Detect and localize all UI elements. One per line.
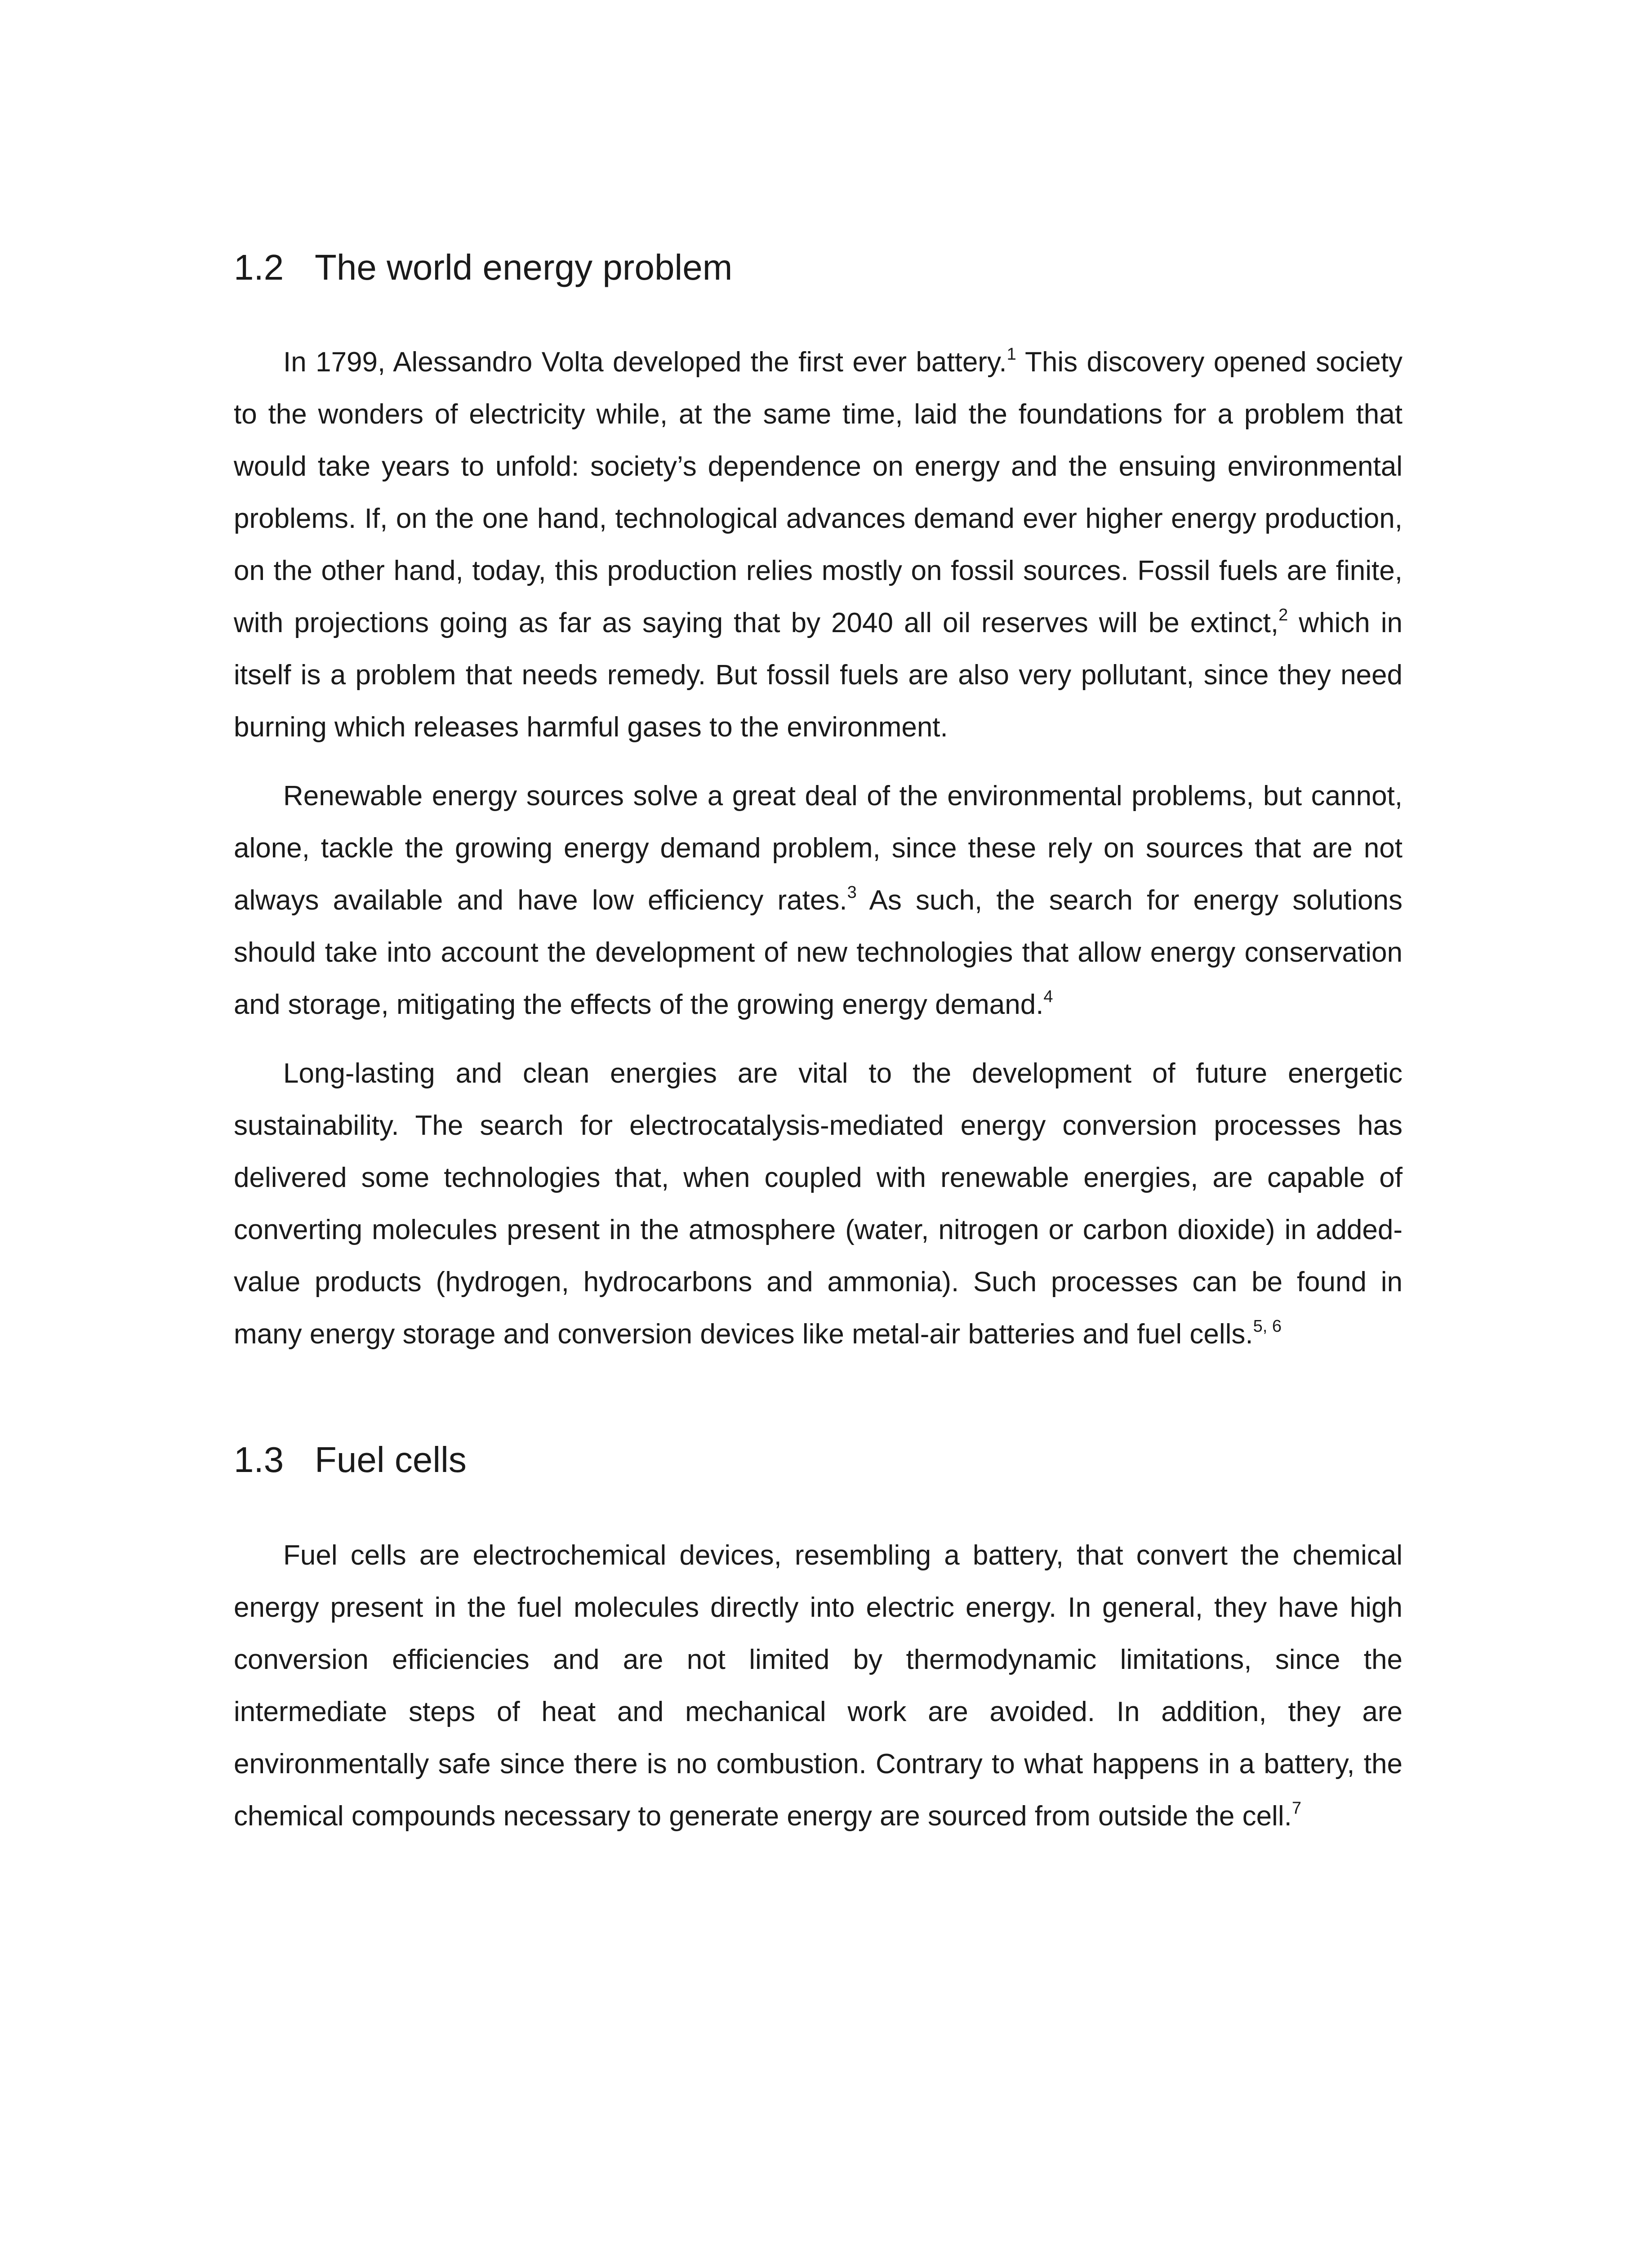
paragraph: [234, 1048, 1403, 1360]
paragraph-text: In 1799, Alessandro Volta developed the first ever battery.: [283, 347, 1007, 378]
section-number: 1.2: [234, 247, 284, 287]
section-number: 1.3: [234, 1440, 284, 1480]
citation-marker: 5, 6: [1253, 1317, 1282, 1336]
paragraph-text: Renewable energy sources solve a great deal of the environmental problems, but cannot, alone, tackle the growing energy demand problem, since these rely on sources that are not always available and have low efficiency rates.: [234, 781, 1403, 916]
paragraph-text: Long-lasting and clean energies are vital to the development of future energetic sustainability. The search for electrocatalysis-mediated energy conversion processes has delivered some technologies that, when coupled with renewable energies, are capable of converting molecules present in the atmosphere (water, nitrogen or carbon dioxide) in added-value products (hydrogen, hydrocarbons and ammonia). Such processes can be found in many energy storage and conversion devices like metal-air batteries and fuel cells.: [234, 1058, 1403, 1350]
section-heading: [234, 1435, 1403, 1485]
paragraph: [234, 336, 1403, 754]
paragraph: [234, 1530, 1403, 1842]
citation-marker: 1: [1006, 345, 1016, 364]
section-title: Fuel cells: [315, 1440, 467, 1480]
section-title: The world energy problem: [315, 247, 733, 287]
citation-marker: 3: [847, 883, 857, 902]
page-content: [234, 243, 1403, 1859]
citation-marker: 2: [1278, 606, 1288, 624]
section-heading: [234, 243, 1403, 292]
paragraph-text: This discovery opened society to the wonders of electricity while, at the same time, laid the foundations for a problem that would take years to unfold: society’s dependence on energy and the ensuing environmental problems. If, on the one hand, technological advances demand ever higher energy production, on the other hand, today, this production relies mostly on fossil sources. Fossil fuels are finite, with projections going as far as saying that by 2040 all oil reserves will be extinct,: [234, 347, 1403, 638]
section-fuel-cells: [234, 1435, 1403, 1842]
paragraph: [234, 770, 1403, 1031]
citation-marker: 7: [1291, 1799, 1301, 1818]
paragraph-text: which in itself is a problem that needs remedy. But fossil fuels are also very pollutant, since they need burning which releases harmful gases to the environment.: [234, 607, 1403, 743]
section-world-energy-problem: [234, 243, 1403, 1360]
paragraph-text: As such, the search for energy solutions should take into account the development of new technologies that allow energy conservation and storage, mitigating the effects of the growing energy demand.: [234, 885, 1403, 1020]
citation-marker: 4: [1043, 987, 1053, 1006]
paragraph-text: Fuel cells are electrochemical devices, resembling a battery, that convert the chemical energy present in the fuel molecules directly into electric energy. In general, they have high conversion efficiencies and are not limited by thermodynamic limitations, since the intermediate steps of heat and mechanical work are avoided. In addition, they are environmentally safe since there is no combustion. Contrary to what happens in a battery, the chemical compounds necessary to generate energy are sourced from outside the cell.: [234, 1540, 1403, 1832]
